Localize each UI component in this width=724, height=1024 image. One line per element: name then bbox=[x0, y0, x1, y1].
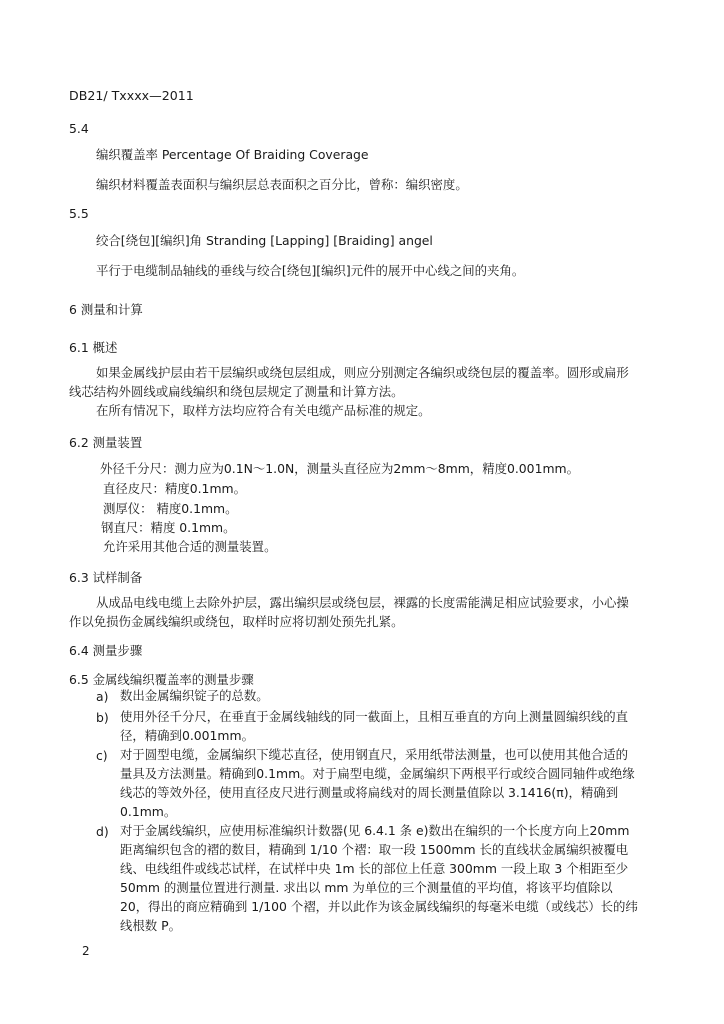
list-item-a: 数出金属编织锭子的总数。 bbox=[120, 688, 269, 703]
section-number-5-4: 5.4 bbox=[69, 121, 89, 136]
section-title-6-4: 6.4 测量步骤 bbox=[69, 643, 143, 658]
page-number: 2 bbox=[82, 944, 90, 958]
section-title-6: 6 测量和计算 bbox=[69, 302, 143, 317]
section-title-6-1: 6.1 概述 bbox=[69, 340, 118, 355]
term-stranding-angle: 绞合[绕包][编织]角 Stranding [Lapping] [Braiding] angel bbox=[96, 233, 433, 248]
list-label-c: c) bbox=[96, 748, 108, 763]
list-item-d: 对于金属线编织，应使用标准编织计数器(见 6.4.1 条 e)数出在编织的一个长度方向上20mm 距离编织包含的褶的数目，精确到 1/10 个褶：取一段 1500mm 长的直线状金属编织被覆电线、电线组件或线芯试样，在试样中央 1m 长的部位上任意 300mm 一段上取 3 个相距至少 50mm 的测量位置进行测量. 求出以 mm 为单位的三个测量值的平均值，将该平均值除以 20，得出的商应精确到 1/100 个褶，并以此作为该金属线编织的每毫米电缆（或线芯）长的纬线根数 P。 bbox=[120, 823, 638, 933]
list-item-b: 使用外径千分尺，在垂直于金属线轴线的同一截面上，且相互垂直的方向上测量圆编织线的直径，精确到0.001mm。 bbox=[120, 709, 629, 743]
list-label-b: b) bbox=[96, 710, 109, 725]
definition-stranding-angle: 平行于电缆制品轴线的垂线与绞合[绕包][编织]元件的展开中心线之间的夹角。 bbox=[96, 263, 525, 278]
device-other: 允许采用其他合适的测量装置。 bbox=[103, 539, 277, 554]
device-diameter-tape: 直径皮尺：精度0.1mm。 bbox=[103, 481, 246, 496]
definition-braiding-coverage: 编织材料覆盖表面积与编织层总表面积之百分比，曾称：编织密度。 bbox=[96, 177, 468, 192]
paragraph-6-1-coverage: 如果金属线护层由若干层编织或绕包层组成，则应分别测定各编织或绕包层的覆盖率。圆形或扁形线芯结构外圆线或扁线编织和绕包层规定了测量和计算方法。 bbox=[69, 365, 629, 399]
list-item-c: 对于圆型电缆，金属编织下缆芯直径，使用钢直尺，采用纸带法测量，也可以使用其他合适的量具及方法测量。精确到0.1mm。对于扁型电缆，金属编织下两根平行或绞合圆同轴件或绝缘线芯的等效外径，使用直径皮尺进行测量或将扁线对的周长测量值除以 3.1416(π)，精确到0.1mm。 bbox=[120, 747, 635, 819]
standard-code-header: DB21/ Txxxx—2011 bbox=[69, 88, 194, 103]
section-title-6-2: 6.2 测量装置 bbox=[69, 435, 143, 450]
device-steel-ruler: 钢直尺：精度 0.1mm。 bbox=[101, 520, 236, 535]
list-label-d: d) bbox=[96, 824, 109, 839]
paragraph-6-3-sample-preparation: 从成品电线电缆上去除外护层，露出编织层或绕包层，裸露的长度需能满足相应试验要求，小心操作以免损伤金属线编织或绕包，取样时应将切割处预先扎紧。 bbox=[69, 595, 629, 629]
section-title-6-3: 6.3 试样制备 bbox=[69, 570, 143, 585]
section-title-6-5: 6.5 金属线编织覆盖率的测量步骤 bbox=[69, 672, 254, 687]
term-braiding-coverage: 编织覆盖率 Percentage Of Braiding Coverage bbox=[96, 147, 369, 162]
section-number-5-5: 5.5 bbox=[69, 206, 89, 221]
device-thickness-gauge: 测厚仪： 精度0.1mm。 bbox=[103, 501, 238, 516]
paragraph-6-1-sampling: 在所有情况下，取样方法均应符合有关电缆产品标准的规定。 bbox=[96, 403, 431, 418]
device-micrometer: 外径千分尺：测力应为0.1N～1.0N，测量头直径应为2mm～8mm，精度0.001mm。 bbox=[100, 461, 579, 476]
list-label-a: a) bbox=[96, 689, 109, 704]
